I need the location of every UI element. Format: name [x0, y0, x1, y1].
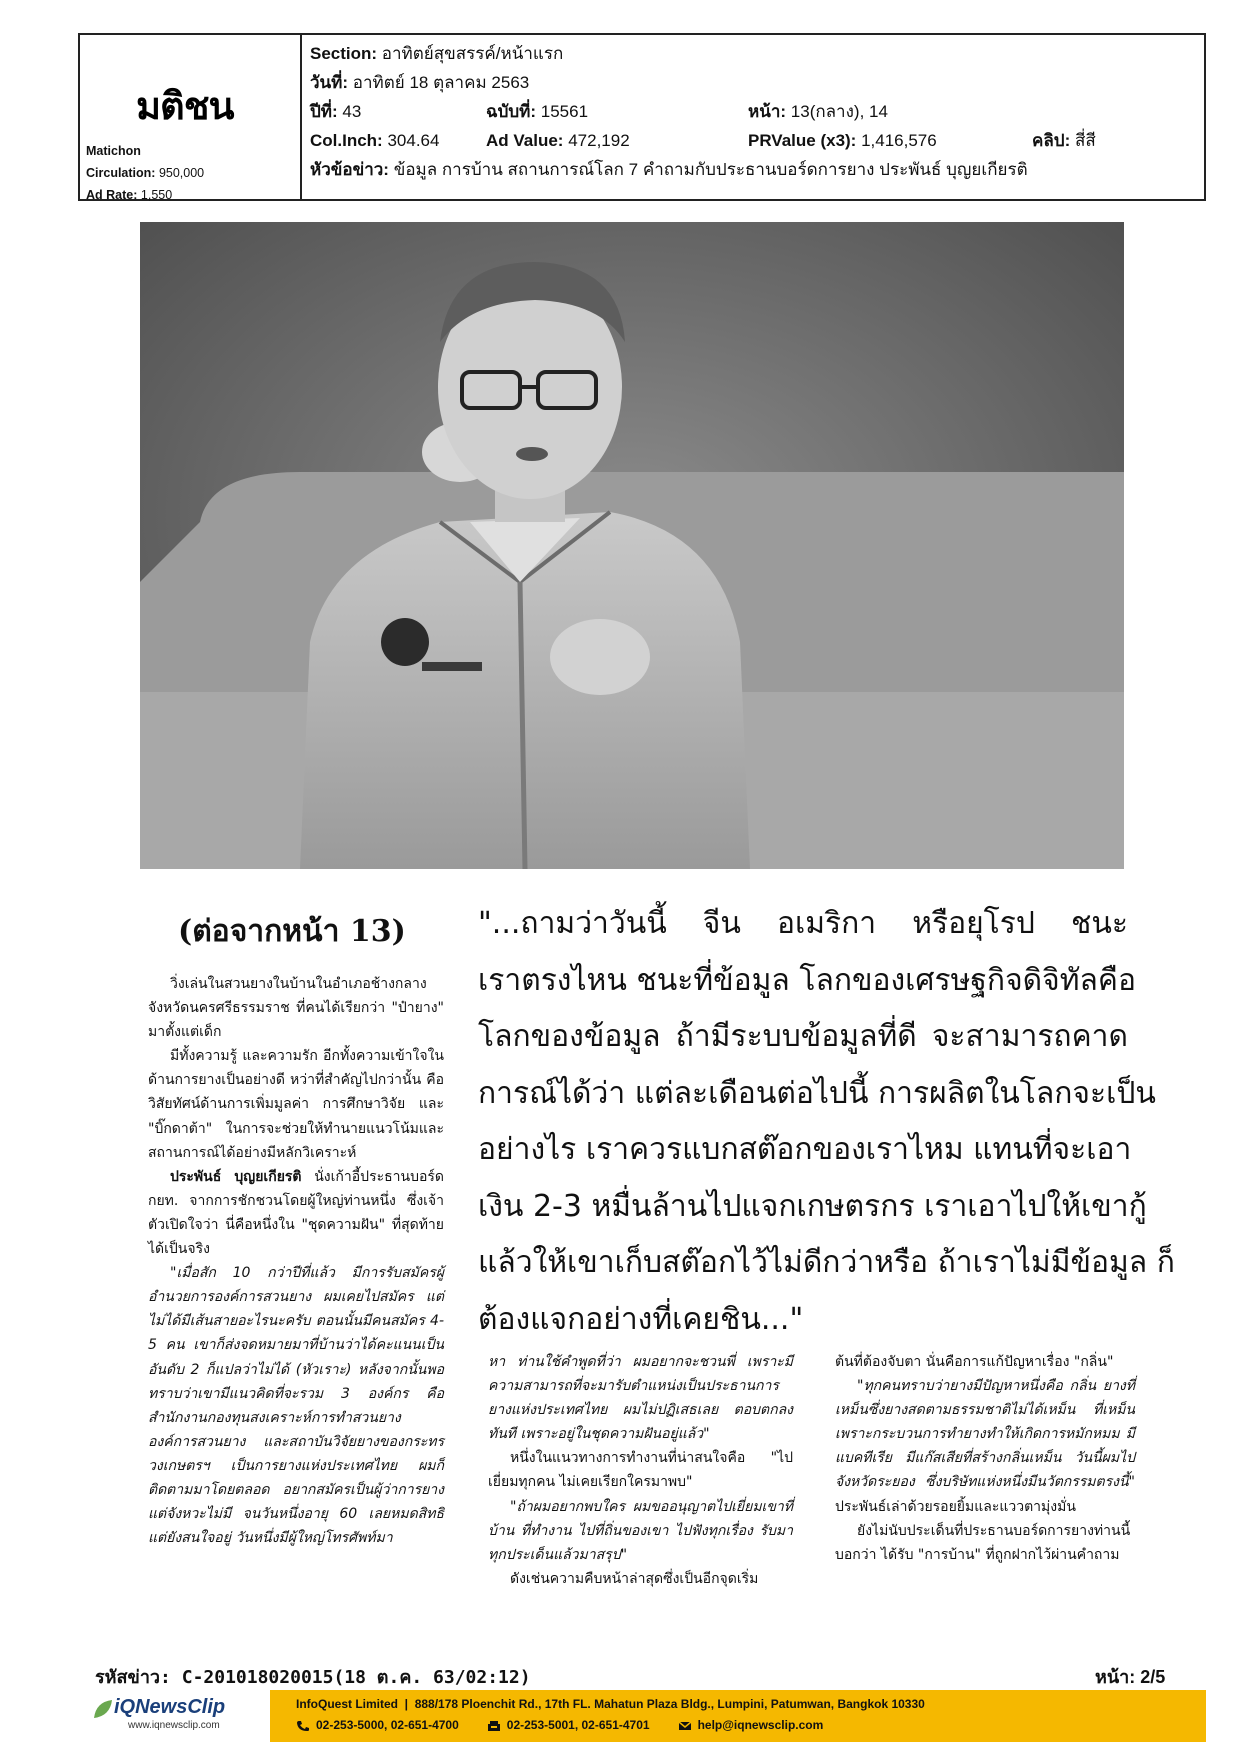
paragraph: ดังเช่นความคืบหน้าล่าสุดซึ่งเป็นอีกจุดเริ่ม [510, 1570, 759, 1587]
email-icon [678, 1720, 692, 1732]
year-value: 43 [342, 102, 362, 121]
headline-label: หัวข้อข่าว: [310, 160, 389, 179]
company-address-line: InfoQuest Limited | 888/178 Ploenchit Rd., 17th FL. Mahatun Plaza Bldg., Lumpini, Patumwan, Bangkok 10330 [296, 1697, 925, 1711]
paragraph-quote: "ทุกคนทราบว่ายางมีปัญหาหนึ่งคือ กลิ่น ยางที่เหม็นซึ่งยางสดตามธรรมชาติไม่ได้เหม็น ที่เหม็นเพราะกระบวนการทำยางทำให้เกิดการหมักหมม มีแบคทีเรีย มีแก๊สเสียที่สร้างกลิ่นเหม็น วันนี้ผมไปจังหวัดระยอง ซึ่งบริษัทแห่งหนึ่งมีนวัตกรรมตรงนี้" [835, 1378, 1135, 1491]
quote-line: เราตรงไหน ชนะที่ข้อมูล โลกของเศรษฐกิจดิจิทัลคือ [478, 962, 1136, 998]
iqnewsclip-logo[interactable] [92, 1690, 252, 1742]
paragraph: "เมื่อสัก 10 กว่าปีที่แล้ว มีการรับสมัครผู้อำนวยการองค์การสวนยาง ผมเคยไปสมัคร แต่ไม่ได้มีเส้นสายอะไรนะครับ ตอนนั้นมีคนสมัคร 4-5 คน เขาก็ส่งจดหมายมาที่บ้านว่าได้คะแนนเป็นอันดับ 2 ก็แปลว่าไม่ได้ (หัวเราะ) หลังจากนั้นพอทราบว่าเขามีแนวคิดที่จะรวม 3 องค์กร คือ สำนักงานกองทุนสงเคราะห์การทำสวนยาง องค์การสวนยาง และสถาบันวิจัยยางของกระทรวงเกษตรฯ เป็นการยางแห่งประเทศไทย ผมก็ติดตามมาโดยตลอด อยากสมัครเป็นผู้ว่าการยาง แต่จังหวะไม่มี จนวันหนึ่งอายุ 60 เลยหมดสิทธิ แต่ยังสนใจอยู่ วันหนึ่งมีผู้ใหญ่โทรศัพท์มา [148, 1265, 444, 1547]
news-code-value: C-201018020015(18 ต.ค. 63/02:12) [181, 1667, 531, 1688]
quote-line: การณ์ได้ว่า แต่ละเดือนต่อไปนี้ การผลิตในโลกจะเป็น [478, 1075, 1156, 1111]
publication-name: Matichon [86, 144, 141, 158]
clip-label: คลิป: [1032, 131, 1071, 150]
company-contact-bar [270, 1690, 1206, 1742]
date-value: อาทิตย์ 18 ตุลาคม 2563 [352, 73, 530, 92]
headline-row [310, 155, 1198, 184]
issue-label: ฉบับที่: [486, 102, 537, 121]
issue-value: 15561 [540, 102, 589, 121]
ad-rate-value: 1,550 [140, 188, 173, 202]
clip-value: สี่สี [1074, 131, 1096, 150]
page-label: หน้า: [748, 102, 787, 121]
quote-line: เงิน 2-3 หมื่นล้านไปแจกเกษตรกร เราเอาไปให้เขากู้ [478, 1188, 1147, 1224]
fax-number: 02-253-5001, 02-651-4701 [506, 1718, 650, 1732]
year-label: ปีที่: [310, 102, 338, 121]
advalue-label: Ad Value: [486, 131, 564, 150]
prvalue-label: PRValue (x3): [748, 131, 857, 150]
clip-metadata [310, 39, 1198, 184]
colinch-label: Col.Inch: [310, 131, 383, 150]
fax-item [487, 1718, 650, 1732]
paragraph: มีทั้งความรู้ และความรัก อีกทั้งความเข้าใจในด้านการยางเป็นอย่างดี หว่าที่สำคัญไปกว่านั้น คือวิสัยทัศน์ด้านการเพิ่มมูลค่า การศึกษาวิจัย และ "บิ๊กดาต้า" ในการจะช่วยให้ทำนายแนวโน้มและสถานการณ์ได้อย่างมีหลักวิเคราะห์ [148, 1048, 444, 1161]
phone-icon [296, 1720, 310, 1732]
value-row [310, 126, 1198, 155]
prvalue-value: 1,416,576 [861, 131, 937, 150]
date-row [310, 68, 1198, 97]
section-label: Section: [310, 44, 378, 63]
paragraph: ต้นที่ต้องจับตา นั่นคือการแก้ปัญหาเรื่อง "กลิ่น" [835, 1354, 1114, 1370]
page-number-value: 2/5 [1140, 1667, 1166, 1687]
page-number-label: หน้า: [1095, 1667, 1136, 1687]
person-name: ประพันธ์ บุญยเกียรติ [170, 1168, 302, 1185]
logo-url[interactable]: www.iqnewsclip.com [128, 1720, 220, 1731]
circulation-value: 950,000 [158, 166, 205, 180]
news-code [95, 1662, 531, 1691]
portrait-illustration [140, 222, 1124, 869]
publication-stats [86, 140, 204, 206]
paragraph: หนึ่งในแนวทางการทำงานที่น่าสนใจคือ "ไปเยี่ยมทุกคน ไม่เคยเรียกใครมาพบ" [488, 1450, 793, 1491]
quote-line: ต้องแจกอย่างที่เคยชิน..." [478, 1301, 804, 1337]
clipping-header [78, 33, 1206, 201]
email-item[interactable] [678, 1718, 824, 1732]
paragraph: ยังไม่นับประเด็นที่ประธานบอร์ดการยางท่านนี้บอกว่า ได้รับ "การบ้าน" ที่ถูกฝากไว้ผ่านคำถาม [835, 1522, 1131, 1563]
date-label: วันที่: [310, 73, 349, 92]
quote-line: "...ถามว่าวันนี้ จีน อเมริกา หรือยุโรป ชนะ [478, 906, 1128, 941]
article-column-1 [148, 972, 444, 1550]
advalue-value: 472,192 [568, 131, 630, 150]
article-column-3 [835, 1350, 1135, 1567]
colinch-value: 304.64 [387, 131, 440, 150]
continued-marker: (ต่อจากหน้า 13) [178, 914, 406, 949]
news-code-label: รหัสข่าว: [95, 1667, 171, 1688]
paragraph: วิ่งเล่นในสวนยางในบ้านในอำเภอช้างกลาง จังหวัดนครศรีธรรมราช ที่คนได้เรียกว่า "ป๋ายาง" มาตั้งแต่เด็ก [148, 976, 444, 1041]
fax-icon [487, 1720, 501, 1732]
company-address: 888/178 Ploenchit Rd., 17th FL. Mahatun Plaza Bldg., Lumpini, Patumwan, Bangkok 10330 [414, 1697, 925, 1711]
email-address[interactable]: help@iqnewsclip.com [697, 1718, 824, 1732]
company-name: InfoQuest Limited [296, 1697, 398, 1711]
page-number [1095, 1662, 1165, 1691]
paragraph-text: ประพันธ์เล่าด้วยรอยยิ้มและแววตามุ่งมั่น [835, 1498, 1076, 1515]
issue-row [310, 97, 1198, 126]
quote-line: โลกของข้อมูล ถ้ามีระบบข้อมูลที่ดี จะสามารถคาด [478, 1019, 1128, 1054]
section-value: อาทิตย์สุขสรรค์/หน้าแรก [381, 44, 564, 63]
publication-panel [80, 35, 302, 202]
page-value: 13(กลาง), 14 [790, 102, 888, 121]
article-column-2 [488, 1350, 793, 1591]
newspaper-logo: มติชน [136, 84, 234, 128]
paragraph: "ถ้าผมอยากพบใคร ผมขออนุญาตไปเยี่ยมเขาที่บ้าน ที่ทำงาน ไปที่ถิ่นของเขา ไปฟังทุกเรื่อง รับมาทุกประเด็นแล้วมาสรุป" [488, 1498, 793, 1563]
phone-number: 02-253-5000, 02-651-4700 [316, 1718, 459, 1732]
pull-quote [478, 896, 1175, 1348]
quote-line: อย่างไร เราควรแบกสต๊อกของเราไหม แทนที่จะเอา [478, 1132, 1132, 1167]
quote-line: แล้วให้เขาเก็บสต๊อกไว้ไม่ดีกว่าหรือ ถ้าเราไม่มีข้อมูล ก็ [478, 1245, 1175, 1280]
phone-item [296, 1718, 459, 1732]
ad-rate-label: Ad Rate: [86, 188, 138, 202]
leaf-icon [92, 1698, 114, 1720]
paragraph-text: นั่งเก้าอี้ประธานบอร์ด กยท. จากการชักชวนโดยผู้ใหญ่ท่านหนึ่ง ซึ่งเจ้าตัวเปิดใจว่า นี่คือหนึ่งใน "ชุดความฝัน" ที่สุดท้ายได้เป็นจริง [148, 1168, 444, 1258]
section-row [310, 39, 1198, 68]
logo-text: iQNewsClip [114, 1696, 226, 1718]
circulation-label: Circulation: [86, 166, 156, 180]
headline-value: ข้อมูล การบ้าน สถานการณ์โลก 7 คำถามกับประธานบอร์ดการยาง ประพันธ์ บุญยเกียรติ [393, 160, 1028, 179]
paragraph [835, 1374, 1135, 1519]
paragraph: หา ท่านใช้คำพูดที่ว่า ผมอยากจะชวนพี่ เพราะมีความสามารถที่จะมารับตำแหน่งเป็นประธานการยางแห่งประเทศไทย ผมไม่ปฏิเสธเลย ตอบตกลงทันที เพราะอยู่ในชุดความฝันอยู่แล้ว" [488, 1354, 793, 1443]
paragraph [148, 1165, 444, 1261]
article-photo [140, 222, 1124, 869]
contact-line [296, 1718, 823, 1732]
